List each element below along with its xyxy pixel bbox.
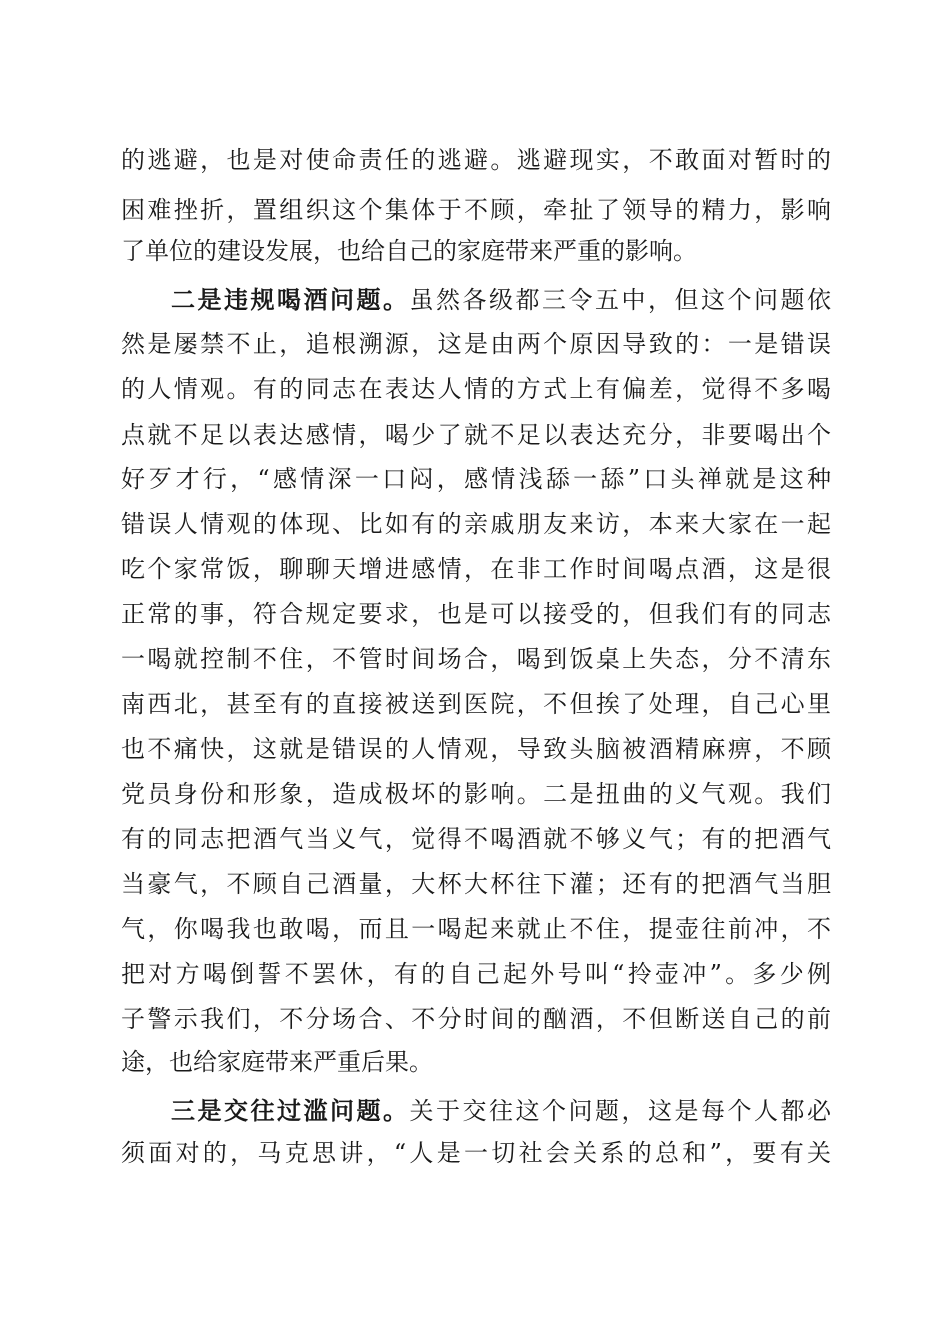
paragraph-line: 好歹才行，“感情深一口闷，感情浅舔一舔”口头禅就是这种	[121, 465, 831, 493]
paragraph-line: 党员身份和形象，造成极坏的影响。二是扭曲的义气观。我们	[121, 780, 831, 808]
paragraph-line: 途，也给家庭带来严重后果。	[121, 1048, 433, 1076]
paragraph-line: 吃个家常饭，聊聊天增进感情，在非工作时间喝点酒，这是很	[121, 555, 831, 583]
paragraph-line: 一喝就控制不住，不管时间场合，喝到饭桌上失态，分不清东	[121, 645, 831, 673]
paragraph-line: 当豪气，不顾自己酒量，大杯大杯往下灌；还有的把酒气当胆	[121, 870, 831, 898]
paragraph-line: 困难挫折，置组织这个集体于不顾，牵扯了领导的精力，影响	[121, 196, 831, 224]
paragraph-line: 正常的事，符合规定要求，也是可以接受的，但我们有的同志	[121, 600, 831, 628]
paragraph-line: 须面对的，马克思讲，“人是一切社会关系的总和”，要有关	[121, 1139, 831, 1167]
paragraph-line: 南西北，甚至有的直接被送到医院，不但挨了处理，自己心里	[121, 690, 831, 718]
paragraph-line: 了单位的建设发展，也给自己的家庭带来严重的影响。	[121, 237, 697, 265]
paragraph-first-line	[171, 1094, 831, 1128]
paragraph-line: 然是屡禁不止，追根溯源，这是由两个原因导致的：一是错误	[121, 330, 831, 358]
paragraph-line: 的逃避，也是对使命责任的逃避。逃避现实，不敢面对暂时的	[121, 146, 831, 174]
paragraph-text: 虽然各级都三令五中，但这个问题依	[409, 286, 831, 314]
paragraph-line: 的人情观。有的同志在表达人情的方式上有偏差，觉得不多喝	[121, 375, 831, 403]
paragraph-line: 点就不足以表达感情，喝少了就不足以表达充分，非要喝出个	[121, 421, 831, 449]
paragraph-text: 关于交往这个问题，这是每个人都必	[409, 1097, 831, 1125]
paragraph-first-line	[171, 283, 831, 317]
section-heading: 二是违规喝酒问题。	[171, 285, 410, 314]
paragraph-line: 把对方喝倒誓不罢休，有的自己起外号叫“拎壶冲”。多少例	[121, 960, 831, 988]
paragraph-line: 子警示我们，不分场合、不分时间的酗酒，不但断送自己的前	[121, 1005, 831, 1033]
section-heading: 三是交往过滥问题。	[171, 1096, 410, 1125]
paragraph-line: 有的同志把酒气当义气，觉得不喝酒就不够义气；有的把酒气	[121, 825, 831, 853]
paragraph-line: 气，你喝我也敢喝，而且一喝起来就止不住，提壶往前冲，不	[121, 915, 831, 943]
paragraph-line: 也不痛快，这就是错误的人情观，导致头脑被酒精麻痹，不顾	[121, 735, 831, 763]
paragraph-line: 错误人情观的体现、比如有的亲戚朋友来访，本来大家在一起	[121, 510, 831, 538]
